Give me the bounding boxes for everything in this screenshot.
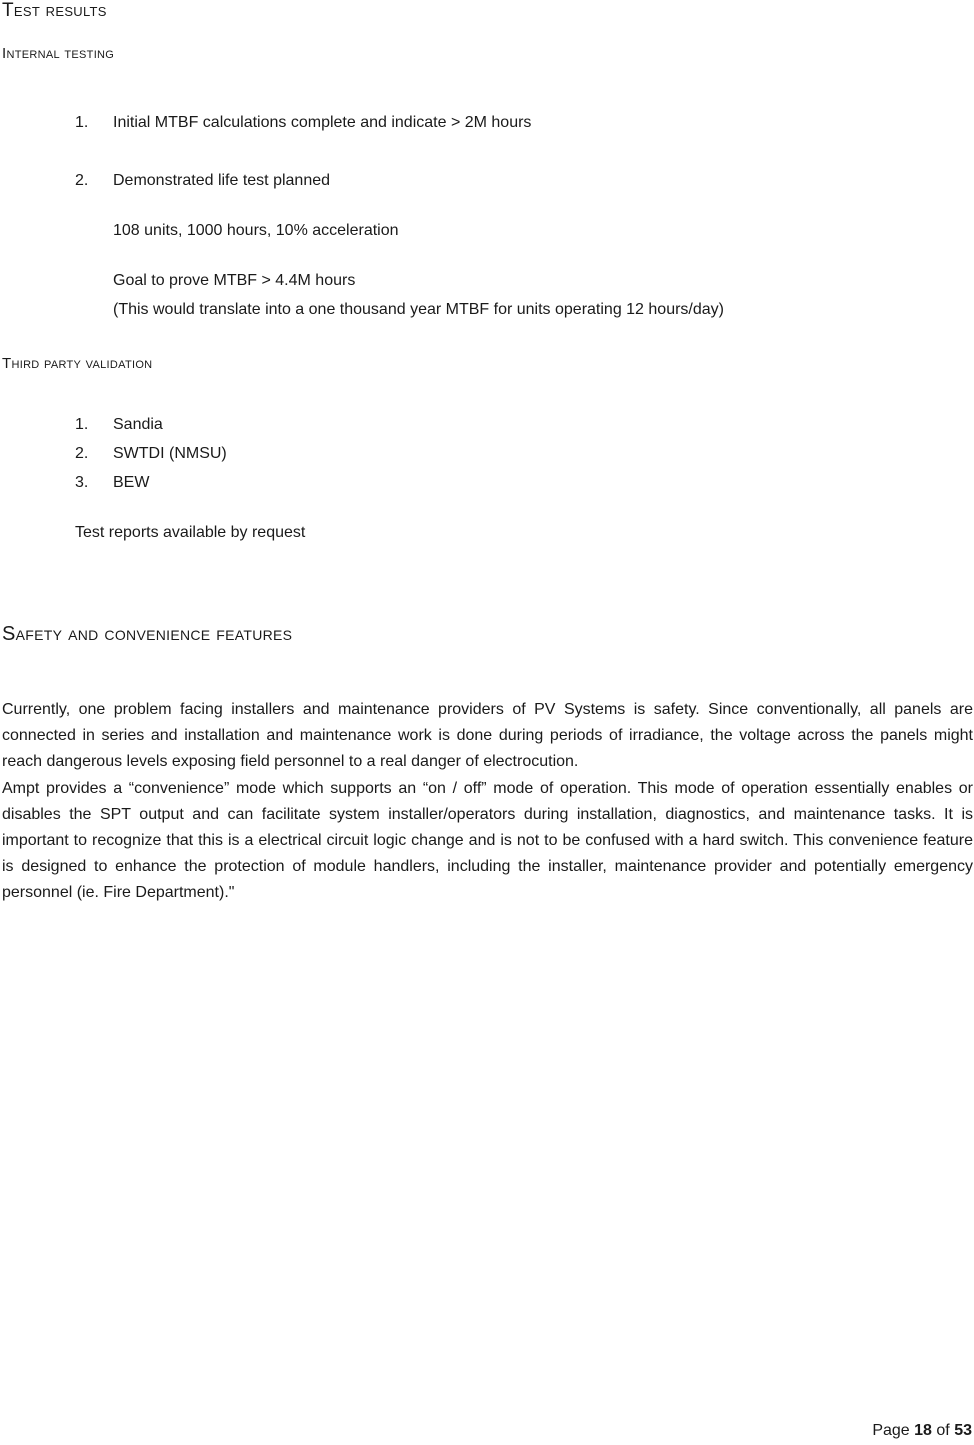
page-label: Page <box>872 1422 910 1439</box>
list-item-number: 2. <box>75 172 89 189</box>
safety-paragraph-1: Currently, one problem facing installers and maintenance providers of PV Systems is safety. Since conventionally, all panels are connected in series and installation and maintenance work is done during periods of irradiance, the voltage across the panels might reach dangerous levels exposing field personnel to a real danger of electrocution. <box>2 701 973 770</box>
safety-paragraph-2: Ampt provides a “convenience” mode which supports an “on / off” mode of operation. This mode of operation essentially enables or disables the SPT output and can facilitate system installer/operators during installation, diagnostics, and maintenance tasks. It is important to recognize that this is a electrical circuit logic change and is not to be confused with a hard switch. This convenience feature is designed to enhance the protection of module handlers, including the installer, maintenance provider and potentially emergency personnel (ie. Fire Department)." <box>2 780 973 901</box>
test-reports-note: Test reports available by request <box>75 524 306 541</box>
list-item-number: 2. <box>75 445 89 462</box>
page-current: 18 <box>914 1422 932 1439</box>
list-item-text: BEW <box>113 474 150 491</box>
list-item-number: 3. <box>75 474 89 491</box>
heading-test-results: Test results <box>2 0 107 21</box>
list-item-text: Demonstrated life test planned <box>113 172 331 189</box>
list-item-number: 1. <box>75 416 89 433</box>
life-test-units: 108 units, 1000 hours, 10% acceleration <box>113 222 399 239</box>
heading-safety-features: Safety and convenience features <box>2 623 293 645</box>
life-test-goal: Goal to prove MTBF > 4.4M hours <box>113 272 356 289</box>
page-number-footer <box>872 1422 972 1440</box>
page-total: 53 <box>954 1422 972 1439</box>
heading-internal-testing: Internal testing <box>2 45 115 62</box>
list-item-text: Sandia <box>113 416 163 433</box>
heading-third-party-validation: Third party validation <box>2 355 153 372</box>
life-test-translation: (This would translate into a one thousand year MTBF for units operating 12 hours/day) <box>113 301 724 318</box>
of-label: of <box>936 1422 950 1439</box>
list-item-text: SWTDI (NMSU) <box>113 445 227 462</box>
list-item-text: Initial MTBF calculations complete and indicate > 2M hours <box>113 114 532 131</box>
list-item-number: 1. <box>75 114 89 131</box>
